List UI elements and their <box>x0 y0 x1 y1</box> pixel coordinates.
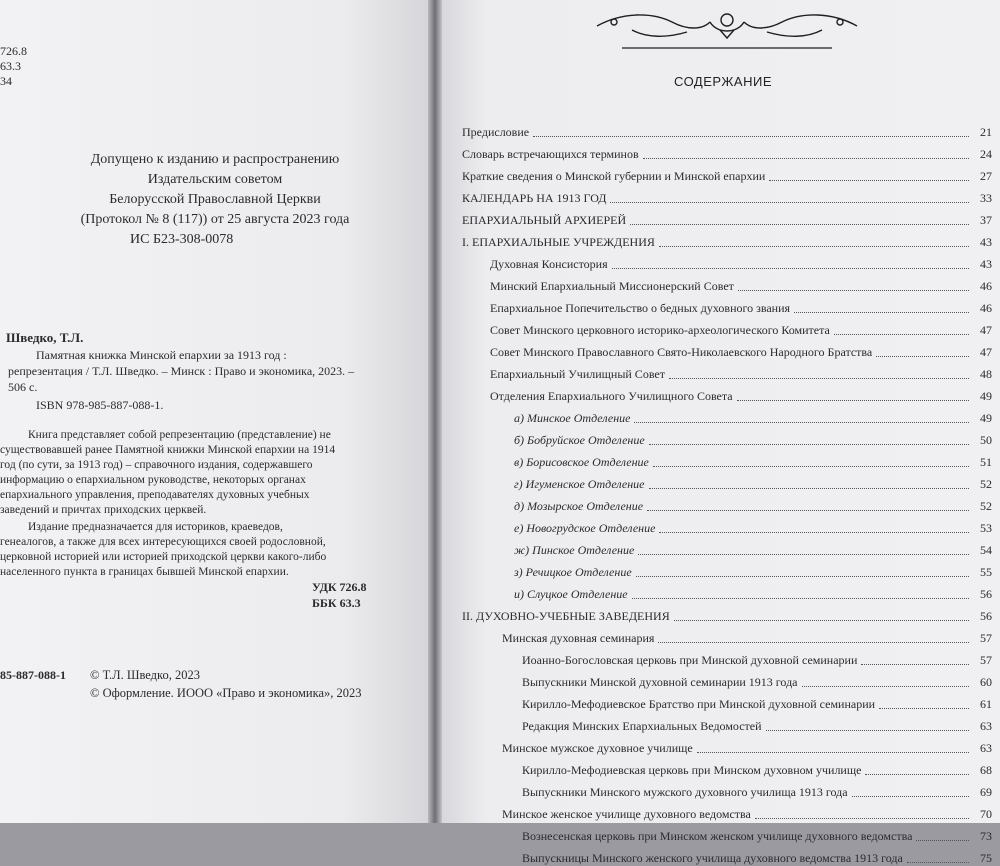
toc-entry <box>462 272 992 294</box>
toc-entry-page: 61 <box>980 697 992 711</box>
toc-entry <box>462 162 992 184</box>
book-gutter <box>428 0 442 823</box>
toc-entry-title: ЕПАРХИАЛЬНЫЙ АРХИЕРЕЙ <box>462 213 627 227</box>
toc-entry-page: 47 <box>980 323 992 337</box>
toc-dot-leader <box>610 202 969 203</box>
bbk-code: ББК 63.3 <box>312 596 361 610</box>
toc-entry-title: а) Минское Отделение <box>514 411 631 425</box>
toc-entry <box>462 514 992 536</box>
toc-dot-leader <box>766 730 969 731</box>
toc-entry-page: 43 <box>980 235 992 249</box>
toc-entry-page: 56 <box>980 609 992 623</box>
toc-entry-title: Совет Минского церковного историко-археологического Комитета <box>490 323 830 337</box>
toc-entry-title: Отделения Епархиального Училищного Совета <box>490 389 733 403</box>
toc-entry <box>462 822 992 844</box>
toc-entry-page: 46 <box>980 279 992 293</box>
toc-entry <box>462 536 992 558</box>
toc-entry-page: 46 <box>980 301 992 315</box>
toc-dot-leader <box>636 576 969 577</box>
toc-dot-leader <box>647 510 969 511</box>
ornament-icon <box>592 8 862 52</box>
toc-entry <box>462 140 992 162</box>
toc-dot-leader <box>834 334 969 335</box>
toc-entry-page: 68 <box>980 763 992 777</box>
toc-entry-title: Редакция Минских Епархиальных Ведомостей <box>522 719 762 733</box>
toc-dot-leader <box>612 268 969 269</box>
toc-entry <box>462 668 992 690</box>
toc-entry <box>462 646 992 668</box>
toc-entry-title: Словарь встречающихся терминов <box>462 147 639 161</box>
toc-entry <box>462 338 992 360</box>
toc-entry-title: Минская духовная семинария <box>502 631 655 645</box>
toc-entry-title: Вознесенская церковь при Минском женском училище духовного ведомства <box>522 829 913 843</box>
toc-entry-title: Епархиальное Попечительство о бедных духовного звания <box>490 301 791 315</box>
toc-entry-page: 70 <box>980 807 992 821</box>
toc-entry-page: 57 <box>980 631 992 645</box>
toc-entry-title: и) Слуцкое Отделение <box>514 587 628 601</box>
toc-dot-leader <box>643 158 969 159</box>
toc-entry-page: 52 <box>980 499 992 513</box>
toc-dot-leader <box>669 378 969 379</box>
toc-entry <box>462 844 992 866</box>
toc-dot-leader <box>634 422 969 423</box>
toc-dot-leader <box>638 554 969 555</box>
toc-entry-page: 48 <box>980 367 992 381</box>
toc-entry-page: 21 <box>980 125 992 139</box>
toc-entry-page: 49 <box>980 389 992 403</box>
isbn-line: ISBN 978-985-887-088-1. <box>36 398 164 412</box>
toc-entry-page: 53 <box>980 521 992 535</box>
bib-line: репрезентация / Т.Л. Шведко. – Минск : Право и экономика, 2023. – <box>8 364 355 378</box>
toc-dot-leader <box>649 488 969 489</box>
toc-entry-page: 63 <box>980 719 992 733</box>
toc-entry-page: 75 <box>980 851 992 865</box>
toc-entry-title: Выпускники Минского мужского духовного училища 1913 года <box>522 785 848 799</box>
toc-entry-title: Епархиальный Училищный Совет <box>490 367 665 381</box>
toc-entry-title: б) Бобруйское Отделение <box>514 433 645 447</box>
right-page <box>442 0 1000 865</box>
desc-line: епархиального управления, преподавателях духовных учебных <box>0 489 310 501</box>
toc-entry <box>462 118 992 140</box>
toc-entry-title: з) Речицкое Отделение <box>514 565 632 579</box>
desc-line: Книга представляет собой репрезентацию (представление) не <box>28 429 331 441</box>
toc-dot-leader <box>755 818 969 819</box>
toc-dot-leader <box>630 224 969 225</box>
toc-entry <box>462 382 992 404</box>
toc-entry <box>462 734 992 756</box>
approval-line: Белорусской Православной Церкви <box>109 192 321 207</box>
toc-entry <box>462 228 992 250</box>
toc-dot-leader <box>659 246 969 247</box>
toc-entry <box>462 448 992 470</box>
toc-entry <box>462 492 992 514</box>
toc-entry-page: 69 <box>980 785 992 799</box>
toc-entry <box>462 250 992 272</box>
toc-dot-leader <box>876 356 969 357</box>
toc-dot-leader <box>653 466 969 467</box>
toc-dot-leader <box>659 532 969 533</box>
toc-dot-leader <box>802 686 970 687</box>
toc-entry-title: Духовная Консистория <box>490 257 608 271</box>
toc-dot-leader <box>865 774 969 775</box>
approval-block <box>30 150 400 230</box>
toc-entry <box>462 360 992 382</box>
toc-dot-leader <box>794 312 969 313</box>
toc-entry <box>462 426 992 448</box>
toc-entry-title: II. ДУХОВНО-УЧЕБНЫЕ ЗАВЕДЕНИЯ <box>462 609 670 623</box>
toc-entry-page: 27 <box>980 169 992 183</box>
toc-entry-title: Иоанно-Богословская церковь при Минской духовной семинарии <box>522 653 858 667</box>
toc-entry <box>462 206 992 228</box>
copyright-publisher: © Оформление. ИООО «Право и экономика», 2023 <box>90 686 362 700</box>
toc-entry <box>462 624 992 646</box>
toc-entry-page: 73 <box>980 829 992 843</box>
toc-entry-page: 24 <box>980 147 992 161</box>
toc-entry <box>462 690 992 712</box>
isbn-short: 85-887-088-1 <box>0 668 66 682</box>
toc-dot-leader <box>861 664 969 665</box>
toc-entry-page: 52 <box>980 477 992 491</box>
approval-line: Допущено к изданию и распространению <box>90 152 340 167</box>
toc-entry-title: Минское женское училище духовного ведомства <box>502 807 751 821</box>
toc-entry-page: 60 <box>980 675 992 689</box>
toc-entry-page: 43 <box>980 257 992 271</box>
toc-entry <box>462 294 992 316</box>
toc-dot-leader <box>632 598 969 599</box>
desc-line: год (по сути, за 1913 год) – справочного издания, содержавшего <box>0 459 313 471</box>
toc-entry-page: 37 <box>980 213 992 227</box>
toc-dot-leader <box>674 620 969 621</box>
toc-entry-title: г) Игуменское Отделение <box>514 477 645 491</box>
toc-entry <box>462 756 992 778</box>
toc-entry <box>462 316 992 338</box>
table-of-contents <box>462 118 992 866</box>
toc-entry-page: 57 <box>980 653 992 667</box>
toc-dot-leader <box>916 840 969 841</box>
toc-entry <box>462 602 992 624</box>
desc-line: информацию о епархиальном руководстве, некоторых органах <box>0 474 306 486</box>
classification-codes <box>0 44 27 89</box>
description-paragraph <box>0 428 395 518</box>
desc-line: Издание предназначается для историков, краеведов, <box>28 521 283 533</box>
is-code: ИС Б23-308-0078 <box>130 232 234 247</box>
toc-entry <box>462 184 992 206</box>
toc-entry-title: Совет Минского Православного Свято-Николаевского Народного Братства <box>490 345 873 359</box>
toc-entry-page: 55 <box>980 565 992 579</box>
desc-line: заведений и причтах приходских церквей. <box>0 504 207 516</box>
toc-entry <box>462 778 992 800</box>
toc-entry <box>462 800 992 822</box>
toc-dot-leader <box>737 400 969 401</box>
left-page <box>0 0 428 823</box>
approval-line: (Протокол № 8 (117)) от 25 августа 2023 года <box>80 212 350 227</box>
udk-code: УДК 726.8 <box>312 580 367 594</box>
toc-dot-leader <box>852 796 969 797</box>
toc-entry-title: ж) Пинское Отделение <box>514 543 635 557</box>
toc-title: СОДЕРЖАНИЕ <box>674 74 773 89</box>
toc-entry-title: е) Новогрудское Отделение <box>514 521 656 535</box>
code-line: 34 <box>0 74 12 88</box>
toc-entry-page: 63 <box>980 741 992 755</box>
desc-line: существовавшей ранее Памятной книжки Минской епархии на 1914 <box>0 444 336 456</box>
toc-entry-title: Выпускники Минской духовной семинарии 1913 года <box>522 675 798 689</box>
toc-entry <box>462 580 992 602</box>
toc-dot-leader <box>533 136 969 137</box>
toc-entry-title: I. ЕПАРХИАЛЬНЫЕ УЧРЕЖДЕНИЯ <box>462 235 655 249</box>
toc-entry-title: в) Борисовское Отделение <box>514 455 649 469</box>
bib-line: Памятная книжка Минской епархии за 1913 год : <box>36 348 287 362</box>
toc-entry-page: 54 <box>980 543 992 557</box>
toc-entry-page: 50 <box>980 433 992 447</box>
toc-entry-title: Кирилло-Мефодиевская церковь при Минском духовном училище <box>522 763 862 777</box>
desc-line: церковной историей или историей приходской церкви какого-либо <box>0 551 327 563</box>
audience-paragraph <box>0 520 395 580</box>
toc-dot-leader <box>658 642 969 643</box>
toc-dot-leader <box>649 444 969 445</box>
toc-entry-page: 49 <box>980 411 992 425</box>
author-name: Шведко, Т.Л. <box>6 330 84 345</box>
approval-line: Издательским советом <box>147 172 283 187</box>
toc-dot-leader <box>738 290 969 291</box>
toc-entry-title: Выпускницы Минского женского училища духовного ведомства 1913 года <box>522 851 903 865</box>
bib-line: 506 с. <box>8 380 38 394</box>
copyright-author: © Т.Л. Шведко, 2023 <box>90 668 200 682</box>
toc-entry-title: Краткие сведения о Минской губернии и Минской епархии <box>462 169 766 183</box>
toc-entry-title: Минское мужское духовное училище <box>502 741 693 755</box>
toc-dot-leader <box>879 708 969 709</box>
toc-entry <box>462 558 992 580</box>
toc-entry <box>462 470 992 492</box>
toc-entry-title: д) Мозырское Отделение <box>514 499 644 513</box>
toc-dot-leader <box>907 862 969 863</box>
toc-dot-leader <box>769 180 969 181</box>
toc-entry-title: КАЛЕНДАРЬ НА 1913 ГОД <box>462 191 607 205</box>
desc-line: генеалогов, а также для всех интересующихся своей родословной, <box>0 536 326 548</box>
desc-line: населенного пункта в границах бывшей Минской епархии. <box>0 566 289 578</box>
toc-entry-page: 47 <box>980 345 992 359</box>
toc-entry-page: 33 <box>980 191 992 205</box>
toc-entry-title: Кирилло-Мефодиевское Братство при Минской духовной семинарии <box>522 697 876 711</box>
code-line: 726.8 <box>0 44 27 58</box>
toc-entry-title: Предисловие <box>462 125 530 139</box>
toc-entry <box>462 712 992 734</box>
toc-entry-page: 51 <box>980 455 992 469</box>
code-line: 63.3 <box>0 59 21 73</box>
toc-entry <box>462 404 992 426</box>
toc-entry-page: 56 <box>980 587 992 601</box>
toc-dot-leader <box>697 752 969 753</box>
toc-entry-title: Минский Епархиальный Миссионерский Совет <box>490 279 734 293</box>
